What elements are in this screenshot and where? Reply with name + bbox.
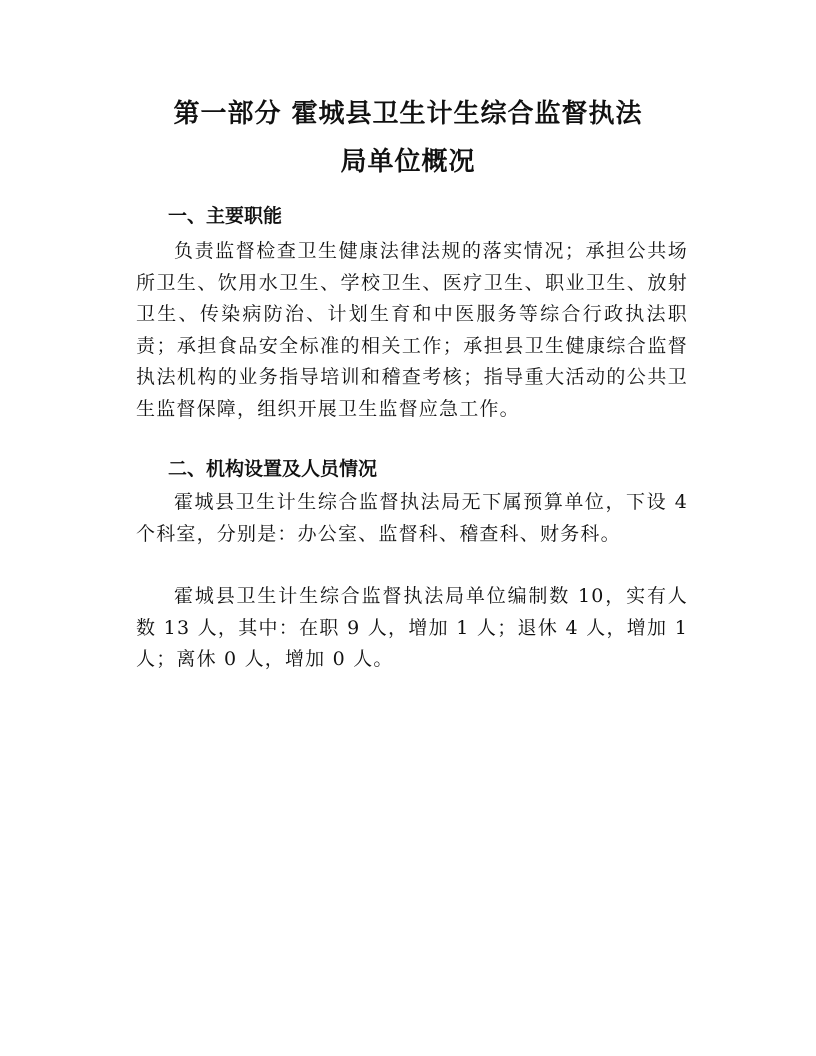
section-heading-organization-staff: 二、机构设置及人员情况: [168, 458, 378, 480]
page-title-line-2: 局单位概况: [340, 147, 476, 177]
staff-paragraph: 霍城县卫生计生综合监督执法局单位编制数 10，实有人数 13 人，其中：在职 9 人，增加 1 人；退休 4 人，增加 1 人；离休 0 人，增加 0 人。: [136, 585, 688, 671]
organization-paragraph: 霍城县卫生计生综合监督执法局无下属预算单位，下设 4 个科室，分别是：办公室、监督科、稽查科、财务科。: [136, 491, 688, 545]
section-heading-main-functions: 一、主要职能: [168, 205, 283, 227]
page-title-line-1: 第一部分 霍城县卫生计生综合监督执法: [173, 99, 643, 129]
main-functions-paragraph: 负责监督检查卫生健康法律法规的落实情况；承担公共场所卫生、饮用水卫生、学校卫生、医疗卫生、职业卫生、放射卫生、传染病防治、计划生育和中医服务等综合行政执法职责；承担食品安全标准的相关工作；承担县卫生健康综合监督执法机构的业务指导培训和稽查考核；指导重大活动的公共卫生监督保障，组织开展卫生监督应急工作。: [136, 240, 688, 420]
